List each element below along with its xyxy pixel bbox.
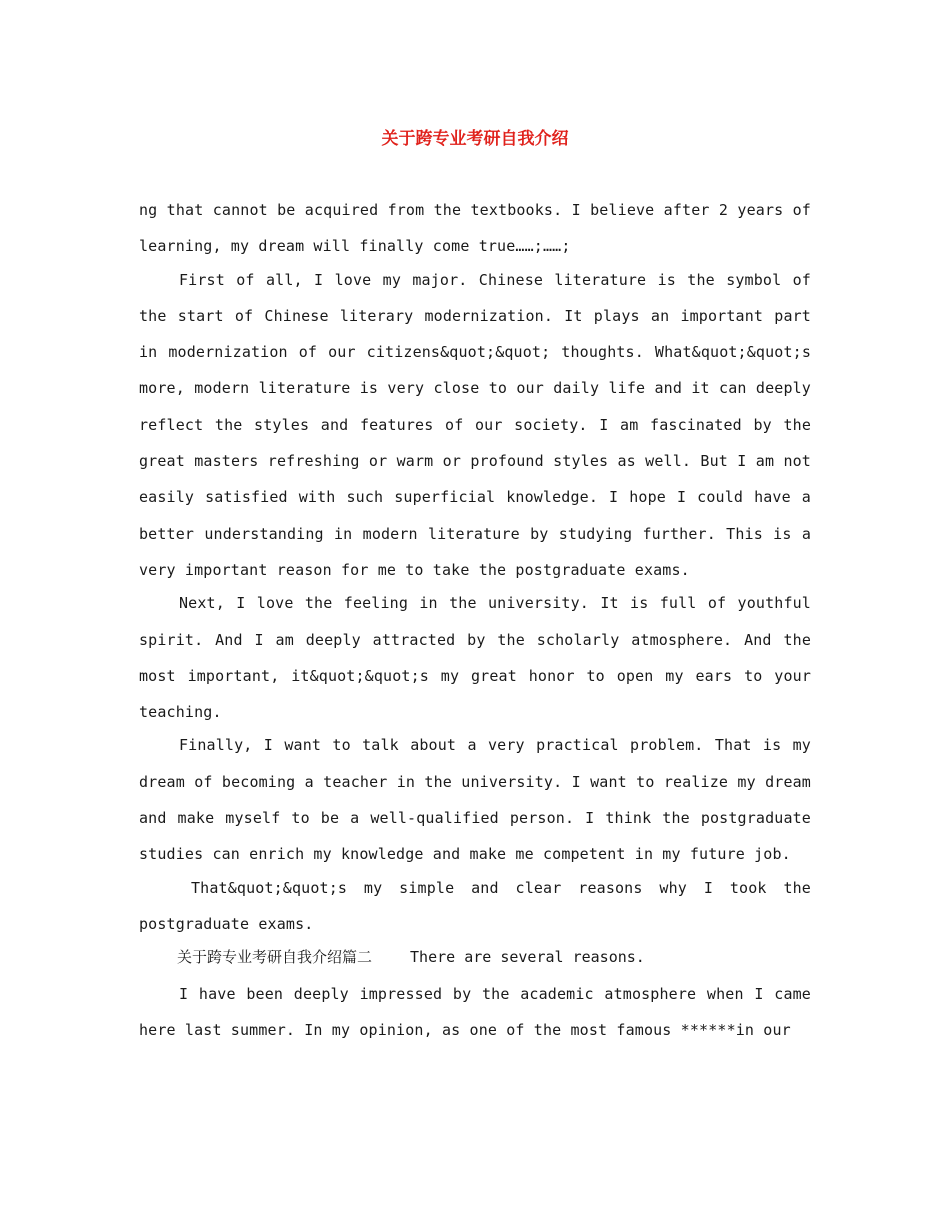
section-intro: There are several reasons. — [410, 948, 645, 967]
document-body — [139, 192, 811, 1048]
paragraph-final: I have been deeply impressed by the academic atmosphere when I came here last summer. In my opinion, as one of the most famous ******in our — [139, 984, 811, 1039]
paragraph-university: Next, I love the feeling in the university. It is full of youthful spirit. And I am deeply attracted by the scholarly atmosphere. And the most important, it&quot;&quot;s my great honor to open my ears to your teaching. — [139, 594, 811, 722]
section-heading: 关于跨专业考研自我介绍篇二 — [177, 948, 373, 967]
paragraph-practical: Finally, I want to talk about a very practical problem. That is my dream of becoming a teacher in the university. I want to realize my dream and make myself to be a well-qualified person. I think the postgraduate studies can enrich my knowledge and make me competent in my future job. — [139, 736, 811, 864]
paragraph-conclusion: That&quot;&quot;s my simple and clear reasons why I took the postgraduate exams. — [139, 878, 811, 933]
paragraph-continuation: ng that cannot be acquired from the textbooks. I believe after 2 years of learning, my dream will finally come true……;……; — [139, 201, 811, 256]
section-heading-line — [139, 939, 811, 975]
document-title: 关于跨专业考研自我介绍 — [381, 129, 569, 149]
paragraph-major: First of all, I love my major. Chinese literature is the symbol of the start of Chinese literary modernization. It plays an important part in modernization of our citizens&quot;&quot; thoughts. What&quot;&quot;s more, modern literature is very close to our daily life and it can deeply reflect the styles and features of our society. I am fascinated by the great masters refreshing or warm or profound styles as well. But I am not easily satisfied with such superficial knowledge. I hope I could have a better understanding in modern literature by studying further. This is a very important reason for me to take the postgraduate exams. — [139, 270, 811, 579]
